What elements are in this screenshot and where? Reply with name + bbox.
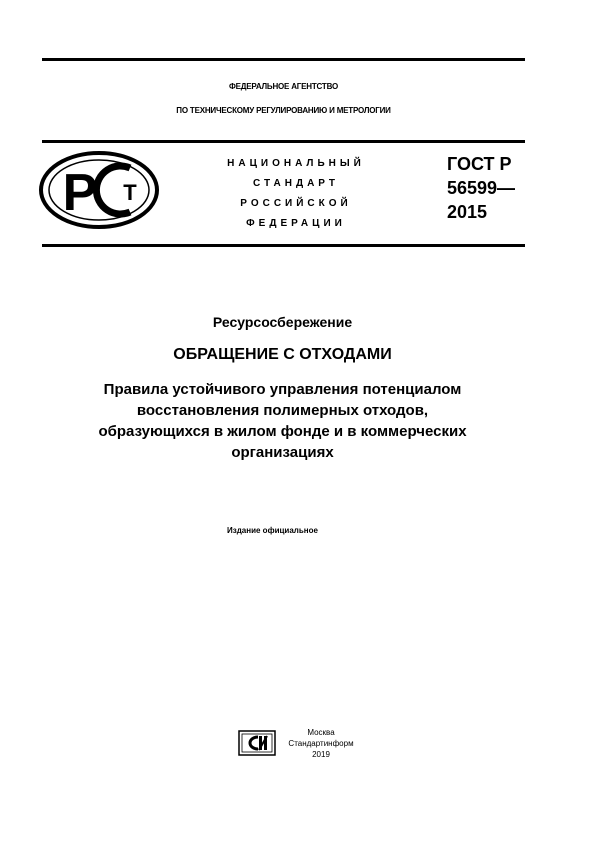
standard-designation — [447, 152, 515, 224]
publisher-year: 2019 — [312, 750, 330, 759]
top-rule — [42, 58, 525, 61]
designation-line-3: 2015 — [447, 202, 488, 222]
publisher-info — [278, 727, 364, 760]
rst-emblem-icon — [38, 150, 160, 230]
standard-line-1: НАЦИОНАЛЬНЫЙ — [227, 158, 365, 169]
middle-rule — [42, 140, 525, 143]
standartinform-logo-icon — [238, 730, 276, 756]
publisher-city: Москва — [307, 728, 335, 737]
subtitle-line-3: образующихся в жилом фонде и в коммерческих — [98, 423, 467, 440]
bottom-rule — [42, 244, 525, 247]
document-subtitle — [55, 379, 510, 463]
agency-line-1: ФЕДЕРАЛЬНОЕ АГЕНТСТВО — [228, 82, 338, 91]
standard-label — [196, 154, 396, 234]
subtitle-line-1: Правила устойчивого управления потенциалом — [103, 381, 462, 398]
standard-line-3: РОССИЙСКОЙ — [240, 198, 352, 209]
standard-line-2: СТАНДАРТ — [253, 178, 339, 189]
logo-letter-r: Р — [62, 164, 98, 222]
subtitle-line-2: восстановления полимерных отходов, — [136, 402, 429, 419]
publisher-name: Стандартинформ — [288, 739, 354, 748]
designation-line-2: 56599— — [447, 178, 516, 198]
designation-line-1: ГОСТ Р — [447, 154, 512, 174]
document-subject: Ресурсосбережение — [212, 314, 353, 330]
logo-letter-t: Т — [123, 180, 137, 205]
subtitle-line-4: организациях — [231, 444, 334, 461]
document-title: ОБРАЩЕНИЕ С ОТХОДАМИ — [173, 346, 392, 363]
edition-note: Издание официальное — [227, 526, 318, 535]
standard-line-4: ФЕДЕРАЦИИ — [246, 218, 346, 229]
agency-line-2: ПО ТЕХНИЧЕСКОМУ РЕГУЛИРОВАНИЮ И МЕТРОЛОГИИ — [176, 106, 391, 115]
